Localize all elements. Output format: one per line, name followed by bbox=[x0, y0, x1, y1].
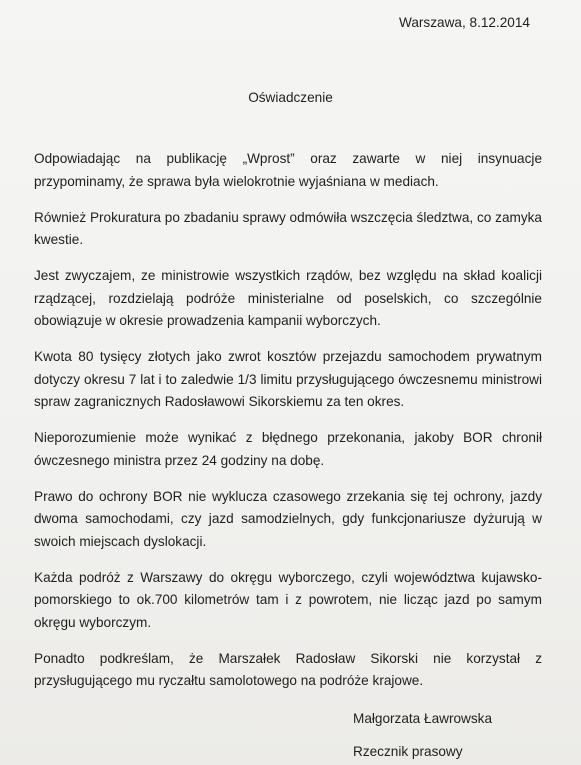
paragraph-3: Jest zwyczajem, ze ministrowie wszystkich rządów, bez względu na skład koalicji rządzącej, rozdzielają podróże ministerialne od poselskich, co szczególnie obowiązuje w okresie prowadzenia kampanii wyborczych. bbox=[34, 268, 542, 328]
paragraph-4: Kwota 80 tysięcy złotych jako zwrot kosztów przejazdu samochodem prywatnym dotyczy okresu 7 lat i to zaledwie 1/3 limitu przysługującego ówczesnemu ministrowi spraw zagranicznych Radosławowi Sikorskiemu za ten okres. bbox=[34, 349, 542, 409]
paragraph-2: Również Prokuratura po zbadaniu sprawy odmówiła wszczęcia śledztwa, co zamyka kwestie. bbox=[34, 209, 542, 247]
paragraph-6: Prawo do ochrony BOR nie wyklucza czasowego zrzekania się tej ochrony, jazdy dwoma samochodami, czy jazd samodzielnych, gdy funkcjonariusze dyżurują w swoich miejscach dyslokacji. bbox=[34, 488, 542, 549]
paragraph-8: Ponadto podkreślam, że Marszałek Radosław Sikorski nie korzystał z przysługującego mu ryczałtu samolotowego na podróże krajowe. bbox=[34, 650, 542, 688]
letter-body bbox=[34, 148, 542, 706]
signature-name: Małgorzata Ławrowska bbox=[353, 711, 493, 726]
letter-title: Oświadczenie bbox=[248, 90, 333, 105]
paragraph-7: Każda podróż z Warszawy do okręgu wyborczego, czyli województwa kujawsko-pomorskiego to ok.700 kilometrów tam i z powrotem, nie licząc jazd po samym okręgu wyborczym. bbox=[34, 569, 542, 630]
paragraph-1: Odpowiadając na publikację „Wprost” oraz zawarte w niej insynuacje przypominamy, że sprawa była wielokrotnie wyjaśniana w mediach. bbox=[34, 151, 542, 189]
signature-role: Rzecznik prasowy bbox=[353, 743, 463, 759]
letter-date: Warszawa, 8.12.2014 bbox=[399, 15, 530, 30]
paragraph-5: Nieporozumienie może wynikać z błędnego przekonania, jakoby BOR chronił ówczesnego ministra przez 24 godziny na dobę. bbox=[34, 430, 542, 468]
signature-block bbox=[353, 708, 492, 763]
